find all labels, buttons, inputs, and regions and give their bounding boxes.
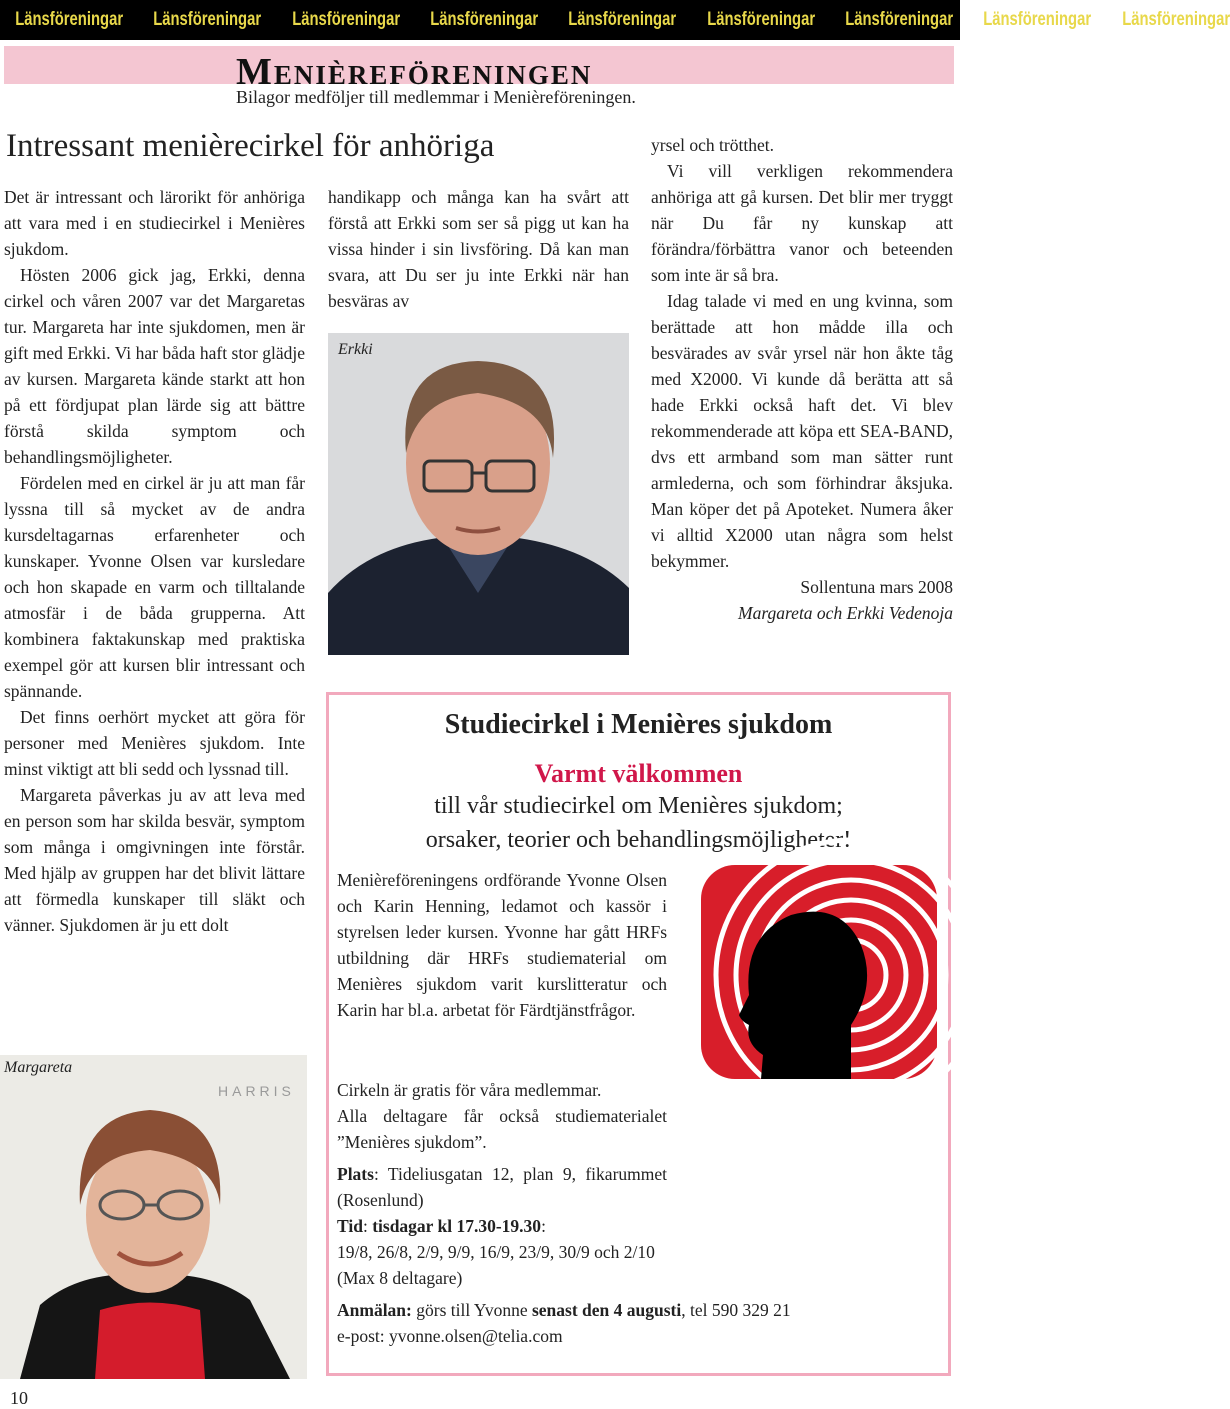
paragraph: yrsel och trötthet. <box>651 135 774 155</box>
band-word: Länsföreningar <box>1121 9 1230 30</box>
band-word: Länsföreningar <box>15 9 124 30</box>
box-schedule <box>337 1213 937 1349</box>
box-dates: 19/8, 26/8, 2/9, 9/9, 16/9, 23/9, 30/9 och 2/10 <box>337 1242 655 1262</box>
article-column-3 <box>651 132 953 626</box>
box-intro-text: Menièreföreningens ordförande Yvonne Olsen och Karin Henning, ledamot och kassör i styrelsen leder kursen. Yvonne har gått HRFs utbildning där HRFs studiematerial om Menières sjukdom varit kurslitteratur och Karin har bl.a. arbetat för Färdtjänstfrågor. <box>337 870 667 1020</box>
masthead-subtitle: Bilagor medföljer till medlemmar i Menièreföreningen. <box>236 87 636 107</box>
paragraph: Margareta påverkas ju av att leva med en person som har skilda besvär, symptom som många i omgivningen inte förstår. Med hjälp av gruppen har det blivit lättare att förmedla kunskaper till släkt och vänner. Sjukdomen är ju ett dolt <box>4 785 305 935</box>
portrait-margareta-image <box>0 1055 307 1379</box>
paragraph: Vi vill verkligen rekommendera anhöriga att gå kursen. Det blir mer tryggt när Du får ny kunskap att förändra/förbättra vanor och beteenden som inte är så bra. <box>651 161 953 285</box>
band-word: Länsföreningar <box>845 9 953 30</box>
band-word: Länsföreningar <box>568 9 677 30</box>
box-free-line-2: Alla deltagare får också studiematerialet ”Menières sjukdom”. <box>337 1106 667 1152</box>
study-circle-box <box>326 692 951 1376</box>
box-place-label: Plats <box>337 1164 374 1184</box>
paragraph: Hösten 2006 gick jag, Erkki, denna cirkel och våren 2007 var det Margaretas tur. Margareta har inte sjukdomen, men är gift med Erkki. Vi har båda haft stor glädje av kursen. Margareta kände starkt att hon på ett fördjupat plan lärde sig att bättre förstå skilda symptom och behandlingsmöjligheter. <box>4 265 305 467</box>
caption-margareta: Margareta <box>4 1059 73 1076</box>
box-intro <box>337 867 667 1023</box>
band-word: Länsföreningar <box>430 9 539 30</box>
article-headline: Intressant menièrecirkel för anhöriga <box>6 128 495 164</box>
photo-margareta <box>0 1055 307 1379</box>
band-word: Länsföreningar <box>291 9 400 30</box>
box-time-end: : <box>541 1216 546 1236</box>
box-signup-text: görs till Yvonne <box>411 1300 532 1320</box>
box-time-label: Tid <box>337 1216 363 1236</box>
box-free-line-1: Cirkeln är gratis för våra medlemmar. <box>337 1080 602 1100</box>
photo-sign-text: HARRIS <box>218 1083 295 1099</box>
signoff-names: Margareta och Erkki Vedenoja <box>738 603 953 623</box>
paragraph: Fördelen med en cirkel är ju att man får lyssna till så mycket av de andra kursdeltagarnas erfarenheter och kunskaper. Yvonne Olsen var kursledare och hon skapade en varm och tilltalande atmosfär i de båda grupperna. Att kombinera faktakunskap med praktiska exempel gör att kursen blir intressant och spännande. <box>4 473 305 701</box>
box-title: Studiecirkel i Menières sjukdom <box>444 709 833 740</box>
box-place-value: : Tideliusgatan 12, plan 9, fikarummet (Rosenlund) <box>337 1164 667 1210</box>
box-signup-deadline: senast den 4 augusti <box>531 1300 682 1320</box>
paragraph: Det finns oerhört mycket att göra för personer med Menières sjukdom. Inte minst viktigt att bli sedd och lyssnad till. <box>4 707 305 779</box>
box-details <box>337 1077 667 1213</box>
article-column-2 <box>328 184 629 314</box>
article-column-1 <box>4 184 305 938</box>
signoff-place: Sollentuna mars 2008 <box>800 577 953 597</box>
box-signup-label: Anmälan: <box>337 1300 412 1320</box>
box-subtitle-1: till vår studiecirkel om Menières sjukdom; <box>434 793 843 819</box>
top-band <box>0 0 1230 40</box>
masthead-title: Menièreföreningen <box>236 51 593 93</box>
band-word: Länsföreningar <box>153 9 262 30</box>
paragraph: Idag talade vi med en ung kvinna, som berättade att hon mådde illa och besvärades av svår yrsel när hon åkte tåg med X2000. Vi kunde då berätta att så hade Erkki också haft det. Vi blev rekommenderade att köpa ett SEA-BAND, dvs ett armband som man sätter runt armlederna, och som förhindrar åksjuka. Man köper det på Apoteket. Numera åker vi alltid X2000 utan några som helst bekymmer. <box>651 291 953 571</box>
portrait-erkki-image <box>328 333 629 655</box>
photo-erkki <box>328 333 629 655</box>
box-signup-phone: , tel 590 329 21 <box>681 1300 791 1320</box>
head-silhouette-sound-waves-icon <box>701 865 937 1079</box>
box-welcome: Varmt välkommen <box>534 759 743 788</box>
box-subtitle-2: orsaker, teorier och behandlingsmöjligheter! <box>425 827 852 853</box>
paragraph: Det är intressant och lärorikt för anhöriga att vara med i en studiecirkel i Menières sjukdom. <box>4 187 305 259</box>
box-time <box>337 1213 937 1239</box>
box-max: (Max 8 deltagare) <box>337 1268 463 1288</box>
page-number: 10 <box>10 1388 28 1408</box>
caption-erkki: Erkki <box>338 341 373 358</box>
box-time-sep: : <box>362 1216 373 1236</box>
paragraph: handikapp och många kan ha svårt att förstå att Erkki som ser så pigg ut kan ha vissa hinder i sin livsföring. Då kan man svara, att Du ser ju inte Erkki när han besväras av <box>328 187 629 311</box>
box-place <box>337 1161 667 1213</box>
band-word: Länsföreningar <box>983 9 1092 30</box>
box-signup <box>337 1297 937 1323</box>
box-email[interactable]: e-post: yvonne.olsen@telia.com <box>337 1326 563 1346</box>
band-word: Länsföreningar <box>706 9 815 30</box>
box-time-value: tisdagar kl 17.30-19.30 <box>372 1216 542 1236</box>
